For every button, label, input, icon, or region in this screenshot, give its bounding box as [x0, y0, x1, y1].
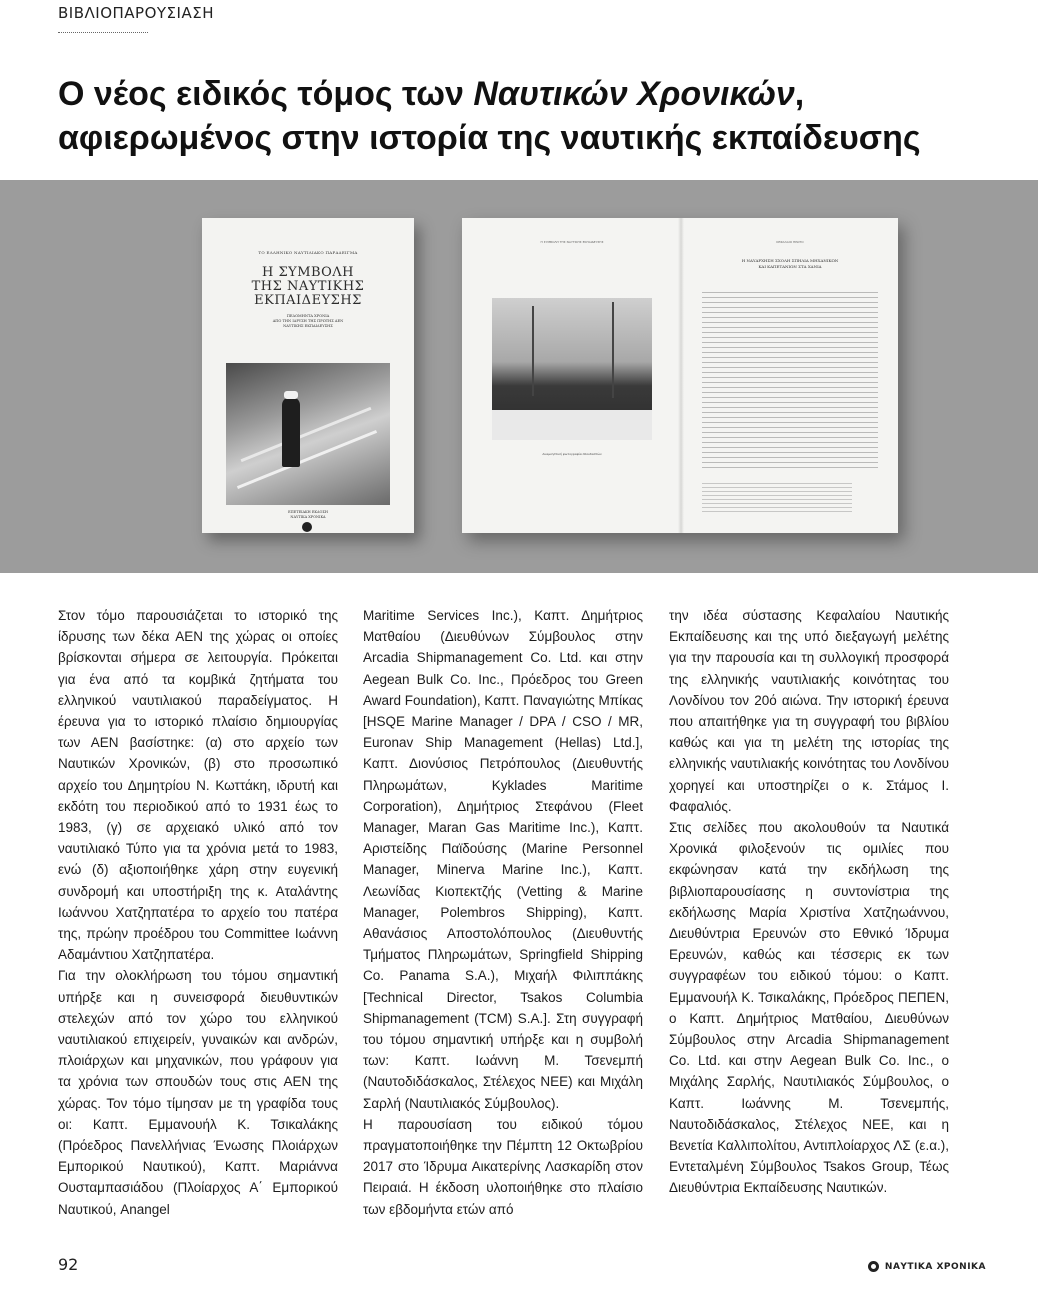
- article-column-3: την ιδέα σύστασης Κεφαλαίου Ναυτικής Εκπαίδευσης και της υπό διεξαγωγή μελέτης για την παρουσία και τη συλλογική προσφορά της ελληνικής ναυτιλιακής κοινότητας του Λονδίνου τον 20ό αιώνα. Την ιστορική έρευνα που απαιτήθηκε για τη συγγραφή του βιβλίου καθώς και για τη μελέτη της ιστορίας της ελληνικής ναυτιλιακής κοινότητας του Λονδίνου χορηγεί και υποστηρίζει ο κ. Στάμος Ι. Φαφαλιός. Στις σελίδες που ακολουθούν τα Ναυτικά Χρονικά φιλοξενούν τις ομιλίες που εκφώνησαν κατά την εκδήλωση της βιβλιοπαρουσίασης η συντονίστρια της εκδήλωσης Μαρία Χριστίνα Χατζηωάννου, Διευθύντρια Ερευνών στο Εθνικό Ίδρυμα Ερευνών, καθώς και τέσσερις εκ των συγγραφέων του ειδικού τόμου: ο Καπτ. Εμμανουήλ Κ. Τσικαλάκης, Πρόεδρος ΠΕΠΕΝ, ο Καπτ. Δημήτριος Ματθαίου, Διευθύνων Σύμβουλος στην Arcadia Shipmanagement Co. Ltd. και στην Aegean Bulk Co. Inc., ο Μιχάλης Σαρλής, Ναυτιλιακός Σύμβουλος, ο Καπτ. Ιωάννης Μ. Τσενεμπής, Ναυτοδιδάσκαλος, Στέλεχος ΝΕΕ, και η Βενετία Καλλιπολίτου, Αντιπλοίαρχος ΛΣ (ε.α.), Εντεταλμένη Σύμβουλος Tsakos Group, Τέως Διευθύντρια Εκπαίδευσης Ναυτικών.: [669, 608, 949, 1196]
- publisher-logo-icon: [302, 522, 312, 532]
- spread-body-text: [702, 292, 878, 472]
- spread-footnotes: [702, 483, 852, 513]
- headline-line-1: [58, 72, 988, 116]
- mast: [612, 302, 614, 398]
- ship-deck: [492, 410, 652, 440]
- officer-figure: [282, 397, 300, 467]
- page-number: 92: [58, 1255, 79, 1274]
- book-open-spread: [462, 218, 898, 533]
- book-publisher: ΕΠΕΤΕΙΑΚΗ ΕΚΔΟΣΗ ΝΑΥΤΙΚΑ ΧΡΟΝΙΚΑ: [288, 510, 328, 519]
- headline-part-b: ,: [794, 75, 805, 113]
- section-divider: [58, 32, 148, 33]
- brand-name: ΝΑΥΤΙΚΑ ΧΡΟΝΙΚΑ: [884, 1261, 986, 1272]
- spread-photo-caption: Αναμνηστική φωτογραφία σπουδαστών: [542, 452, 602, 456]
- mast: [532, 306, 534, 396]
- article-column-1: Στον τόμο παρουσιάζεται το ιστορικό της ίδρυσης των δέκα ΑΕΝ της χώρας οι οποίες βρίσκονται σήμερα σε λειτουργία. Πρόκειται για ένα από τα κομβικά ζητήματα του ελληνικού ναυτιλιακού παραδείγματος. Η έρευνα για το ιστορικό πλαίσιο δημιουργίας των ΑΕΝ βασίστηκε: (α) στο αρχείο των Ναυτικών Χρονικών, (β) στο προσωπικό αρχείο του Δημητρίου Ν. Κωττάκη, ιδρυτή και εκδότη του περιοδικού από το 1931 έως το 1983, (γ) σε αρχειακό υλικό από τον ναυτιλιακό Τύπο για τα χρόνια μετά το 1983, ενώ (δ) αξιοποιήθηκε χάρη στην ευγενική συνδρομή και υποστήριξη της κ. Αταλάντης Ιωάννου Χατζηπατέρα το αρχείο του πατέρα της, πρώην προέδρου του Committee Ιωάννη Αδαμάντιου Χατζηπατέρα. Για την ολοκλήρωση του τόμου σημαντική υπήρξε και η συνεισφορά διευθυντικών στελεχών από τον χώρο του ελληνικού ναυτιλιακού επιχειρείν, γυναικών και ανδρών, πλοιάρχων και μηχανικών, που γράφουν για τα χρόνια των σπουδών τους στις ΑΕΝ της χώρας. Τον τόμο τίμησαν με τη γραφίδα τους οι: Καπτ. Εμμανουήλ Κ. Τσικαλάκης (Πρόεδρος Πανελλήνιας Ένωσης Πλοιάρχων Εμπορικού Ναυτικού), Καπτ. Μαριάννα Ουσταμπασιάδου (Πλοίαρχος Α΄ Εμπορικού Ναυτικού, Anangel: [58, 608, 338, 1217]
- spread-right-header: ΚΕΦΑΛΑΙΟ ΠΡΩΤΟ: [776, 240, 804, 244]
- section-label: ΒΙΒΛΙΟΠΑΡΟΥΣΙΑΣΗ: [58, 4, 214, 22]
- book-series: ΤΟ ΕΛΛΗΝΙΚΟ ΝΑΥΤΙΛΙΑΚΟ ΠΑΡΑΔΕΙΓΜΑ: [258, 250, 358, 255]
- article-headline: [58, 72, 988, 160]
- ship-rail: [241, 407, 372, 462]
- book-cover-photo: [226, 363, 390, 505]
- book-subtitle: ΠΕΔΟΜΗΝΤΑ ΧΡΟΝΙΑ ΑΠΟ ΤΗΝ ΙΔΡΥΣΗ ΤΗΣ ΠΡΩΤΗΣ ΑΕΝ ΝΑΥΤΙΚΗΣ ΕΚΠΑΙΔΕΥΣΗΣ: [272, 314, 344, 328]
- brand-logo-icon: [868, 1261, 879, 1272]
- article-column-2: Maritime Services Inc.), Καπτ. Δημήτριος Ματθαίου (Διευθύνων Σύμβουλος στην Arcadia Shipmanagement Co. Ltd. και στην Aegean Bulk Co. Inc., Πρόεδρος του Green Award Foundation), Καπτ. Παναγιώτης Μπίκας [HSQE Marine Manager / DPA / CSO / MR, Euronav Ship Management (Hellas) Ltd.], Καπτ. Διονύσιος Πετρόπουλος (Διευθυντής Πληρωμάτων, Kyklades Maritime Corporation), Δημήτριος Στεφάνου (Fleet Manager, Maran Gas Maritime Inc.), Καπτ. Αριστείδης Παϊδούσης (Marine Personnel Manager, Minerva Marine Inc.), Καπτ. Λεωνίδας Κιοπεκτζής (Vetting & Marine Manager, Polembros Shipping), Καπτ. Αθανάσιος Αποστολόπουλος (Διευθυντής Τμήματος Πληρωμάτων, Springfield Shipping Co. Panama S.A.), Μιχαήλ Φιλιππάκης [Technical Director, Tsakos Columbia Shipmanagement (TCM) S.A.]. Στη συγγραφή του τόμου σημαντική υπήρξε και η συμβολή των: Καπτ. Ιωάννη Μ. Τσενεμπή (Ναυτοδιδάσκαλος, Στέλεχος ΝΕΕ) και Μιχάλη Σαρλή (Ναυτιλιακός Σύμβουλος). Η παρουσίαση του ειδικού τόμου πραγματοποιήθηκε την Πέμπτη 12 Οκτωβρίου 2017 στο Ίδρυμα Αικατερίνης Λασκαρίδη στον Πειραιά. Η έκδοση υλοποιήθηκε στο πλαίσιο των εβδομήντα ετών από: [363, 608, 643, 1217]
- spread-left-header: Η ΣΥΜΒΟΛΗ ΤΗΣ ΝΑΥΤΙΚΗΣ ΕΚΠΑΙΔΕΥΣΗΣ: [540, 240, 604, 244]
- officer-cap: [284, 391, 298, 399]
- book-cover: [202, 218, 414, 533]
- spread-historic-photo: [492, 298, 652, 440]
- ship-rail: [237, 430, 377, 489]
- book-title: Η ΣΥΜΒΟΛΗ ΤΗΣ ΝΑΥΤΙΚΗΣ ΕΚΠΑΙΔΕΥΣΗΣ: [251, 265, 365, 308]
- spread-chapter-title: Η ΝΑΥΑΡΧΗΣΗ ΣΧΟΛΗ ΣΠΗΛΙΑ ΜΗΧΑΝΙΚΩΝ ΚΑΙ ΚΑΠΕΤΑΝΙΩΝ ΣΤΑ ΧΑΝΙΑ: [741, 258, 839, 269]
- headline-line-2: αφιερωμένος στην ιστορία της ναυτικής εκπαίδευσης: [58, 119, 921, 157]
- spread-gutter: [678, 218, 684, 533]
- headline-part-a: Ο νέος ειδικός τόμος των: [58, 75, 474, 113]
- footer-brand: [868, 1261, 986, 1272]
- headline-italic-title: Ναυτικών Χρονικών: [473, 75, 795, 113]
